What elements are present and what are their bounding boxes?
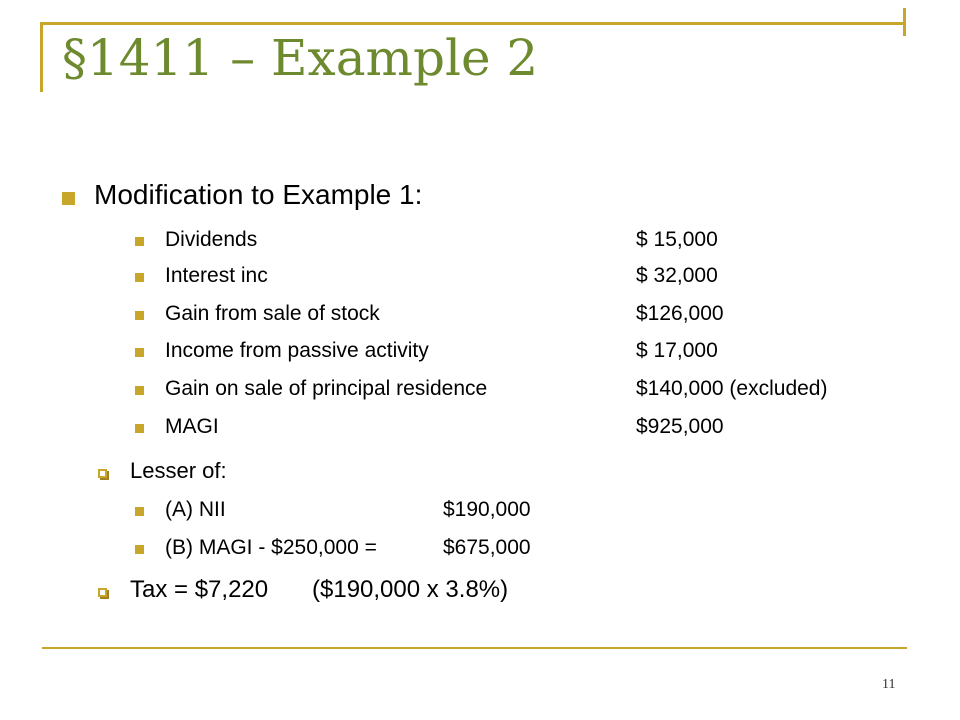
item-label: Interest inc (165, 264, 268, 287)
square-bullet-icon (135, 348, 144, 357)
square-bullet-icon (135, 545, 144, 554)
tax-detail: ($190,000 x 3.8%) (312, 576, 509, 603)
square-bullet-icon (135, 386, 144, 395)
frame-line-left (40, 22, 43, 92)
item-label: Gain on sale of principal residence (165, 377, 488, 400)
lesser-of-heading: Lesser of: (130, 458, 227, 483)
lesser-item-value: $190,000 (443, 498, 531, 521)
item-value: $925,000 (636, 415, 724, 438)
main-heading: Modification to Example 1: (94, 179, 423, 210)
item-label: Dividends (165, 228, 258, 251)
box-bullet-icon (98, 588, 107, 597)
frame-line-top (40, 22, 906, 25)
item-label: Income from passive activity (165, 339, 429, 362)
frame-line-bottom (42, 647, 907, 649)
square-bullet-icon (135, 237, 144, 246)
square-bullet-icon (135, 273, 144, 282)
lesser-item-label: (B) MAGI - $250,000 = (165, 536, 377, 559)
square-bullet-icon (135, 507, 144, 516)
slide-title: §1411 – Example 2 (62, 29, 539, 87)
square-bullet-icon (135, 311, 144, 320)
square-bullet-icon (62, 192, 75, 205)
item-value: $ 15,000 (636, 228, 718, 251)
box-bullet-icon (98, 469, 107, 478)
item-value: $ 32,000 (636, 264, 718, 287)
frame-line-right (903, 8, 906, 36)
item-value: $126,000 (636, 302, 724, 325)
page-number: 11 (882, 677, 896, 692)
tax-label: Tax = $7,220 (130, 576, 269, 603)
item-label: MAGI (165, 415, 219, 438)
item-label: Gain from sale of stock (165, 302, 380, 325)
lesser-item-value: $675,000 (443, 536, 531, 559)
item-value: $ 17,000 (636, 339, 718, 362)
item-value: $140,000 (excluded) (636, 377, 828, 400)
lesser-item-label: (A) NII (165, 498, 226, 521)
square-bullet-icon (135, 424, 144, 433)
